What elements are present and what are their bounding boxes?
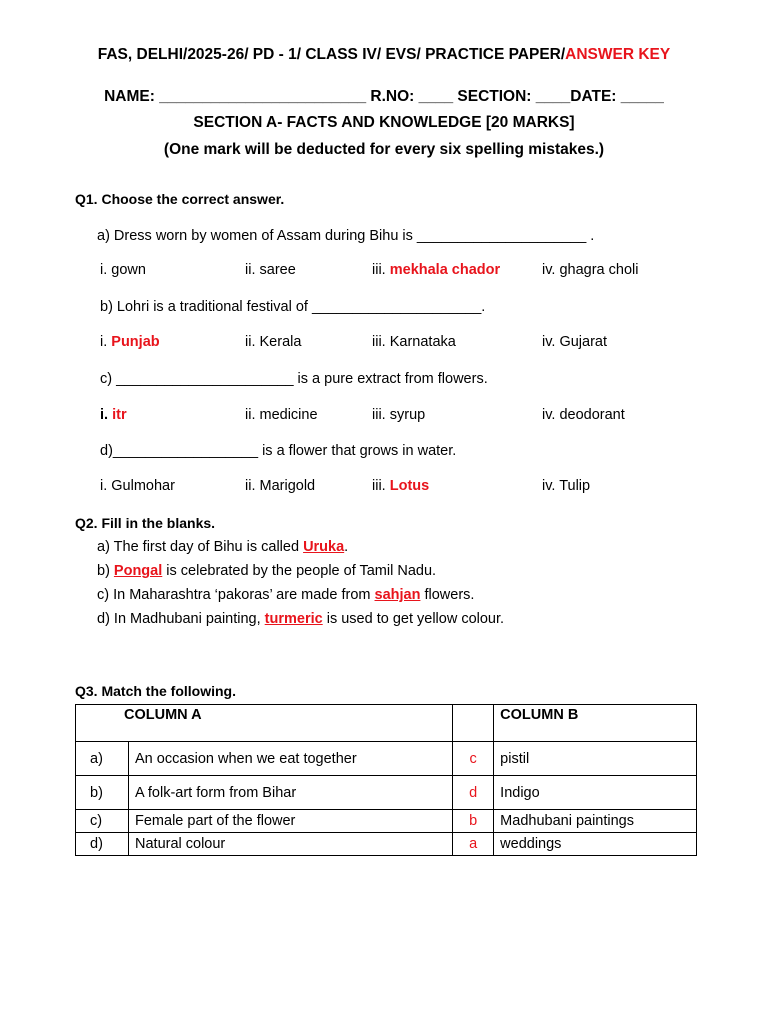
q2-item-c: c) In Maharashtra ‘pakoras’ are made from sahjan flowers. [97,587,475,603]
q1b-option-1-correct: i. Punjab [100,334,160,350]
q2-title: Q2. Fill in the blanks. [75,515,216,531]
column-a-cell: Natural colour [129,833,453,856]
q1a-option-2: ii. saree [245,262,296,278]
paper-title-main: FAS, DELHI/2025-26/ PD - 1/ CLASS IV/ EVS/ PRACTICE PAPER/ [97,46,566,63]
q1-title: Q1. Choose the correct answer. [75,191,285,207]
q1b-option-4: iv. Gujarat [542,334,608,350]
q1-question-b: b) Lohri is a traditional festival of _____________________. [100,299,486,315]
q1c-option-4: iv. deodorant [542,407,625,423]
answer-cell: a [453,833,494,856]
column-b-header: COLUMN B [494,705,697,742]
section-heading: SECTION A- FACTS AND KNOWLEDGE [20 MARKS] [193,114,575,131]
q2-item-a: a) The first day of Bihu is called Uruka. [97,539,349,555]
q1-question-c: c) ______________________ is a pure extract from flowers. [100,371,488,387]
q1d-option-3-correct: iii. Lotus [372,478,430,494]
q1b-option-2: ii. Kerala [245,334,302,350]
q2-item-d: d) In Madhubani painting, turmeric is used to get yellow colour. [97,611,505,627]
match-table-header [76,705,697,742]
student-details-line: NAME: ________________________ R.NO: ____ SECTION: ____DATE: _____ [104,88,664,105]
q1b-option-3: iii. Karnataka [372,334,456,350]
q1-question-a: a) Dress worn by women of Assam during Bihu is _____________________ . [97,228,595,244]
column-b-cell: weddings [494,833,697,856]
q1c-option-2: ii. medicine [245,407,318,423]
column-a-header: COLUMN A [76,705,453,742]
q3-title: Q3. Match the following. [75,683,236,699]
q1c-option-3: iii. syrup [372,407,426,423]
q1a-option-3-correct: iii. mekhala chador [372,262,501,278]
column-b-cell: Madhubani paintings [494,810,697,833]
q1a-option-4: iv. ghagra choli [542,262,639,278]
answer-key-label: ANSWER KEY [565,46,671,63]
column-b-cell: Indigo [494,776,697,810]
table-row: c) Female part of the flower b Madhubani paintings [76,810,697,833]
q1c-option-1-correct: i. itr [100,407,127,423]
paper-title [0,46,768,64]
q1-question-d: d)__________________ is a flower that grows in water. [100,443,457,459]
q2-item-b: b) Pongal is celebrated by the people of Tamil Nadu. [97,563,437,579]
q2-answer-d: turmeric [264,611,323,627]
table-row: a) An occasion when we eat together c pistil [76,742,697,776]
q2-answer-c: sahjan [374,587,421,603]
q1d-option-1: i. Gulmohar [100,478,175,494]
table-row: b) A folk-art form from Bihar d Indigo [76,776,697,810]
q1d-option-2: ii. Marigold [245,478,316,494]
column-a-cell: Female part of the flower [129,810,453,833]
table-row: d) Natural colour a weddings [76,833,697,856]
q1d-option-4: iv. Tulip [542,478,591,494]
match-table [75,704,697,856]
answer-cell: c [453,742,494,776]
answer-cell: d [453,776,494,810]
column-a-cell: A folk-art form from Bihar [129,776,453,810]
spelling-note: (One mark will be deducted for every six spelling mistakes.) [163,141,605,158]
q2-answer-b: Pongal [113,563,163,579]
column-a-cell: An occasion when we eat together [129,742,453,776]
answer-cell: b [453,810,494,833]
q1a-option-1: i. gown [100,262,146,278]
q2-answer-a: Uruka [303,539,345,555]
column-b-cell: pistil [494,742,697,776]
